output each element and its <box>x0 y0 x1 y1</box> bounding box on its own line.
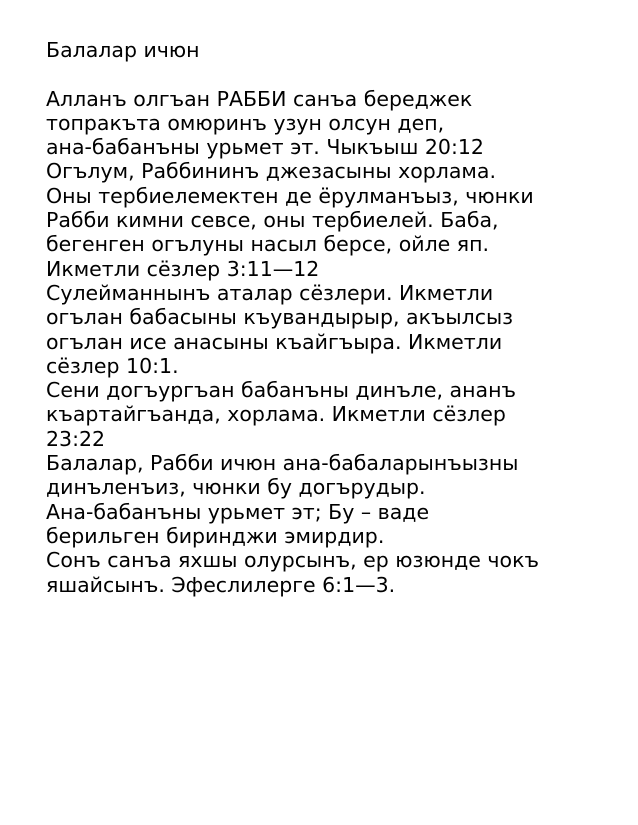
document-title: Балалар ичюн <box>46 38 200 62</box>
text-line: Сулейманнынъ аталар сёзлери. Икметли <box>46 280 494 305</box>
text-line: 23:22 <box>46 426 106 451</box>
text-line: огълан исе анасыны къайгъыра. Икметли <box>46 329 503 354</box>
text-line: бегенген огълуны насыл берсе, ойле яп. <box>46 232 490 257</box>
paragraph-spacer <box>46 62 626 86</box>
text-line: Оны тербиелемектен де ёрулманъыз, чюнки <box>46 183 534 208</box>
text-line: топракъта омюринъ узун олсун деп, <box>46 110 445 135</box>
text-line: Рабби кимни севсе, оны тербиелей. Баба, <box>46 208 499 233</box>
text-line: Сонъ санъа яхшы олурсынъ, ер юзюнде чокъ <box>46 548 539 573</box>
text-line: динъленъиз, чюнки бу догърудыр. <box>46 475 426 500</box>
document-body <box>46 38 626 597</box>
text-line: яшайсынъ. Эфеслилерге 6:1—3. <box>46 572 396 597</box>
text-line: огълан бабасыны къувандырыр, акъылсыз <box>46 305 514 330</box>
text-line: Сени догъургъан бабанъны динъле, ананъ <box>46 378 516 403</box>
text-line: къартайгъанда, хорлама. Икметли сёзлер <box>46 402 506 427</box>
text-line: сёзлер 10:1. <box>46 353 179 378</box>
text-line: ана-бабанъны урьмет эт. Чыкъыш 20:12 <box>46 135 484 160</box>
text-line: берильген биринджи эмирдир. <box>46 523 385 548</box>
text-line: Алланъ олгъан РАББИ санъа береджек <box>46 86 473 111</box>
text-line: Огълум, Раббининъ джезасыны хорлама. <box>46 159 496 184</box>
text-line: Ана-бабанъны урьмет эт; Бу – ваде <box>46 499 430 524</box>
text-line: Икметли сёзлер 3:11—12 <box>46 256 320 281</box>
text-line: Балалар, Рабби ичюн ана-бабаларынъызны <box>46 451 519 476</box>
